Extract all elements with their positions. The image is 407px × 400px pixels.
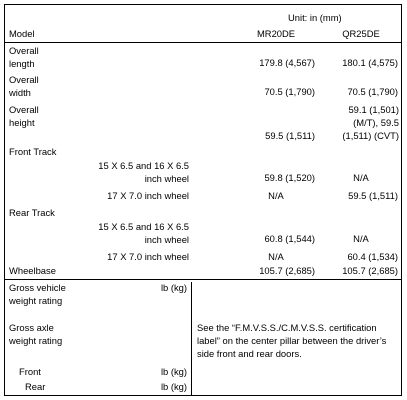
- front-track-sub2-qr25de: 59.5 (1,511): [348, 190, 398, 201]
- front-axle-label: Front: [19, 366, 41, 377]
- rear-track-sub2-mr20de: N/A: [268, 251, 284, 262]
- overall-length-qr25de: 180.1 (4,575): [342, 57, 398, 68]
- mr20de-header: MR20DE: [256, 28, 296, 39]
- overall-width-mr20de: 70.5 (1,790): [264, 86, 315, 97]
- front-track-sub2-mr20de: N/A: [268, 190, 284, 201]
- rear-track-label: Rear Track: [9, 207, 55, 218]
- overall-length-mr20de: 179.8 (4,567): [259, 57, 315, 68]
- qr25de-header: QR25DE: [342, 28, 380, 39]
- rear-track-sub1-label: 15 X 6.5 and 16 X 6.5 inch wheel: [98, 221, 189, 245]
- rear-axle-label: Rear: [25, 381, 46, 392]
- overall-length-label: Overall length: [9, 45, 39, 69]
- overall-height-mr20de: 59.5 (1,511): [265, 130, 315, 141]
- weights-column-divider: [191, 282, 192, 395]
- unit-note: Unit: in (mm): [288, 12, 342, 23]
- weights-divider: [5, 279, 401, 280]
- front-axle-unit: lb (kg): [160, 366, 187, 377]
- wheelbase-label: Wheelbase: [9, 265, 56, 276]
- header-divider: [5, 42, 401, 43]
- front-track-sub1-mr20de: 59.8 (1,520): [264, 172, 315, 183]
- front-track-sub1-label: 15 X 6.5 and 16 X 6.5 inch wheel: [98, 160, 189, 184]
- rear-track-sub2-label: 17 X 7.0 inch wheel: [107, 251, 189, 262]
- front-track-sub2-label: 17 X 7.0 inch wheel: [107, 190, 189, 201]
- overall-width-label: Overall width: [9, 74, 39, 98]
- overall-height-label: Overall height: [9, 104, 39, 128]
- model-header: Model: [9, 28, 35, 39]
- rear-track-sub1-qr25de: N/A: [353, 233, 369, 244]
- rear-axle-unit: lb (kg): [160, 381, 187, 392]
- front-track-label: Front Track: [9, 146, 57, 157]
- weight-label-note: See the “F.M.V.S.S./C.M.V.S.S. certification label” on the center pillar between the driver’s side front and rear doors.: [197, 322, 387, 359]
- wheelbase-mr20de: 105.7 (2,685): [259, 265, 315, 276]
- gvwr-unit: lb (kg): [160, 282, 187, 293]
- rear-track-sub1-mr20de: 60.8 (1,544): [264, 233, 315, 244]
- gvwr-label: Gross vehicle weight rating: [9, 282, 66, 306]
- gawr-label: Gross axle weight rating: [9, 322, 63, 346]
- overall-width-qr25de: 70.5 (1,790): [347, 86, 398, 97]
- overall-height-qr25de: 59.1 (1,501) (M/T), 59.5 (1,511) (CVT): [342, 104, 399, 141]
- rear-track-sub2-qr25de: 60.4 (1,534): [347, 251, 398, 262]
- front-track-sub1-qr25de: N/A: [353, 172, 369, 183]
- spec-table: [4, 4, 402, 396]
- wheelbase-qr25de: 105.7 (2,685): [342, 265, 398, 276]
